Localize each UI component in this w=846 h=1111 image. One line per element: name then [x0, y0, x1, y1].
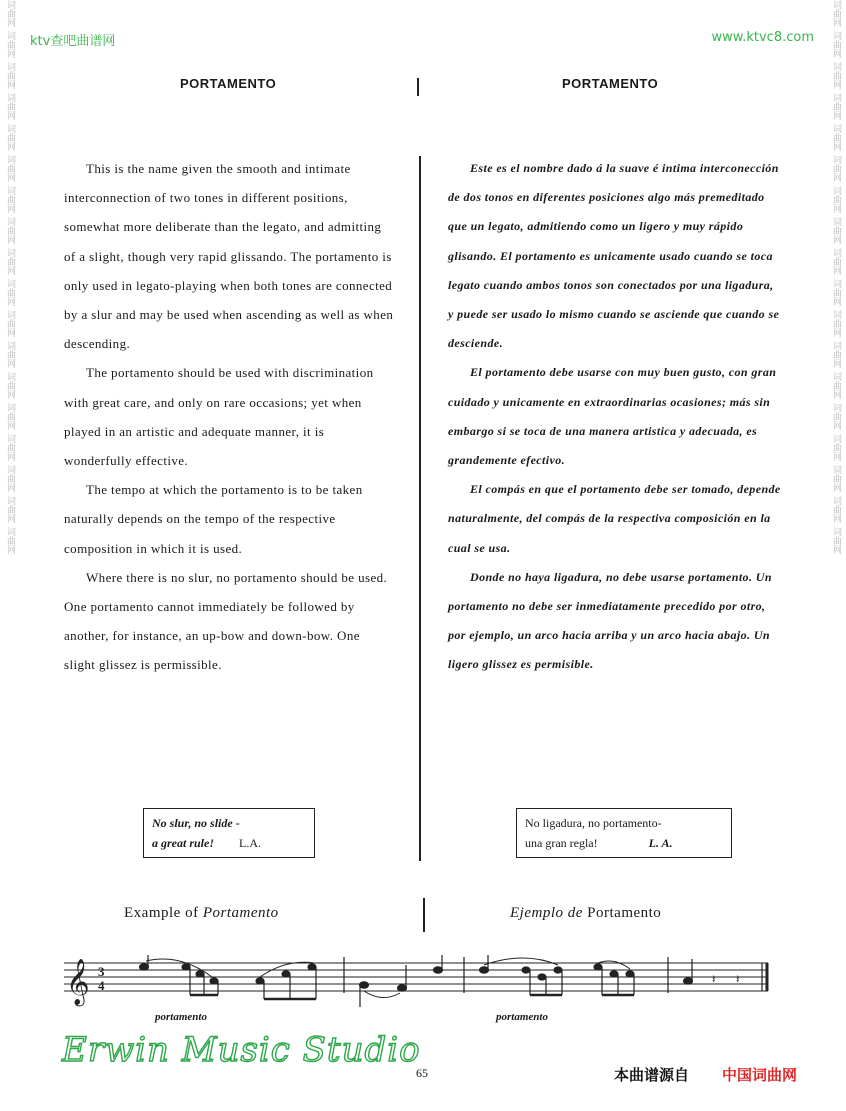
side-watermark-mark: 词曲网 [831, 372, 841, 399]
side-watermark-mark: 词曲网 [831, 341, 841, 368]
side-watermark-mark: 词曲网 [831, 155, 841, 182]
english-example-prefix: Example of [124, 905, 199, 921]
footer-source-label: 本曲谱源自 [614, 1066, 690, 1084]
side-watermark-mark: 词曲网 [831, 217, 841, 244]
side-watermark-mark: 词曲网 [831, 310, 841, 337]
side-watermark-mark: 词曲网 [831, 186, 841, 213]
side-watermark-mark: 词曲网 [5, 279, 15, 306]
side-watermark-mark: 词曲网 [5, 496, 15, 523]
side-watermark-mark: 词曲网 [831, 124, 841, 151]
side-watermark-mark: 词曲网 [831, 279, 841, 306]
side-watermark-mark: 词曲网 [5, 62, 15, 89]
header-site-left[interactable]: ktv查吧曲谱网 [30, 34, 116, 49]
english-quote-box [143, 808, 315, 858]
side-watermark-mark: 词曲网 [5, 527, 15, 554]
english-quote-author: L.A. [239, 836, 262, 850]
time-sig-top: 3 [98, 964, 105, 979]
side-watermark-mark: 词曲网 [831, 465, 841, 492]
side-watermark-mark: 词曲网 [5, 310, 15, 337]
studio-watermark: Erwin Music Studio [62, 1030, 421, 1070]
side-watermark-mark: 词曲网 [831, 0, 841, 27]
english-column [64, 154, 394, 680]
side-watermark-mark: 词曲网 [5, 124, 15, 151]
spanish-quote-author: L. A. [648, 836, 673, 850]
slurs [146, 958, 630, 998]
side-watermark-mark: 词曲网 [831, 248, 841, 275]
english-quote-line2: a great rule! [152, 836, 215, 850]
svg-text:𝄽: 𝄽 [712, 972, 716, 986]
english-example-word: Portamento [202, 905, 279, 921]
spanish-example-heading [510, 905, 661, 922]
spanish-column [448, 154, 782, 680]
english-paragraph-4: Where there is no slur, no portamento should be used. One portamento cannot immediately be followed by another, for instance, an up-bow and down-bow. One slight glissez is permissible. [64, 569, 388, 673]
top-divider [417, 78, 419, 96]
column-divider [419, 156, 421, 861]
side-watermark-mark: 词曲网 [5, 93, 15, 120]
english-quote-line1: No slur, no slide - [152, 816, 240, 830]
side-watermark-right [828, 0, 844, 1111]
side-watermark-mark: 词曲网 [5, 372, 15, 399]
footer-source-site[interactable]: 中国词曲网 [722, 1066, 798, 1084]
side-watermark-mark: 词曲网 [831, 31, 841, 58]
side-watermark-mark: 词曲网 [831, 62, 841, 89]
side-watermark-mark: 词曲网 [5, 217, 15, 244]
side-watermark-mark: 词曲网 [831, 93, 841, 120]
spanish-quote-box [516, 808, 732, 858]
english-example-heading [124, 905, 279, 922]
side-watermark-mark: 词曲网 [5, 31, 15, 58]
spanish-paragraph-1: Este es el nombre dado á la suave é intima interconección de dos tonos en diferentes posiciones algo más premeditado que un legato, admitiendo como un ligero y muy rápido glisando. El portamento es unicamente usado cuando se toca legato cuando ambos tonos son conectados por una ligadura, y puede ser usado lo mismo cuando se asciende que cuando se desciende. [448, 161, 780, 351]
english-paragraph-3: The tempo at which the portamento is to be taken naturally depends on the tempo of the respective composition in which it is used. [64, 482, 363, 556]
spanish-paragraph-2: El portamento debe usarse con muy buen gusto, con gran cuidado y unicamente en extraordinarias ocasiones; más sin embargo si se toca de una manera artistica y adecuada, es grandemente efectivo. [448, 365, 777, 468]
side-watermark-mark: 词曲网 [5, 0, 15, 27]
spanish-example-word: Portamento [587, 905, 662, 921]
side-watermark-mark: 词曲网 [831, 403, 841, 430]
english-paragraph-2: The portamento should be used with discrimination with great care, and only on rare occasions; yet when played in an artistic and adequate manner, it is wonderfully effective. [64, 365, 374, 469]
spanish-quote-line2: una gran regla! [525, 836, 598, 850]
example-divider [423, 898, 425, 932]
treble-clef-icon: 𝄞 [66, 959, 90, 1005]
side-watermark-mark: 词曲网 [5, 248, 15, 275]
svg-text:𝄽: 𝄽 [736, 972, 740, 986]
side-watermark-mark: 词曲网 [5, 341, 15, 368]
spanish-example-prefix: Ejemplo de [510, 905, 583, 921]
spanish-paragraph-3: El compás en que el portamento debe ser tomado, depende naturalmente, del compás de la respectiva composición en la cual se usa. [448, 482, 781, 555]
time-sig-bottom: 4 [98, 978, 105, 993]
side-watermark-mark: 词曲网 [5, 434, 15, 461]
side-watermark-mark: 词曲网 [5, 465, 15, 492]
page-number: 65 [416, 1066, 428, 1080]
english-paragraph-1: This is the name given the smooth and intimate interconnection of two tones in different positions, somewhat more deliberate than the legato, and admitting of a slight, though very rapid glissando. The portamento is only used in legato-playing when both tones are connected by a slur and may be used when ascending as well as when descending. [64, 161, 394, 352]
spanish-portamento-label: portamento [496, 1011, 548, 1023]
side-watermark-mark: 词曲网 [5, 155, 15, 182]
side-watermark-mark: 词曲网 [831, 434, 841, 461]
side-watermark-mark: 词曲网 [831, 496, 841, 523]
side-watermark-mark: 词曲网 [5, 403, 15, 430]
side-watermark-mark: 词曲网 [5, 186, 15, 213]
side-watermark-mark: 词曲网 [831, 527, 841, 554]
english-title: PORTAMENTO [180, 76, 277, 91]
spanish-quote-line1: No ligadura, no portamento- [525, 816, 662, 830]
spanish-title: PORTAMENTO [562, 76, 659, 91]
header-site-right[interactable]: www.ktvc8.com [711, 30, 814, 45]
music-staff [64, 955, 770, 1011]
spanish-paragraph-4: Donde no haya ligadura, no debe usarse portamento. Un portamento no debe ser inmediatamente precedido por otro, por ejemplo, un arco hacia arriba y un arco hacia abajo. Un ligero glissez es permisible. [448, 569, 772, 672]
english-portamento-label: portamento [155, 1011, 207, 1023]
side-watermark-left [2, 0, 18, 1111]
